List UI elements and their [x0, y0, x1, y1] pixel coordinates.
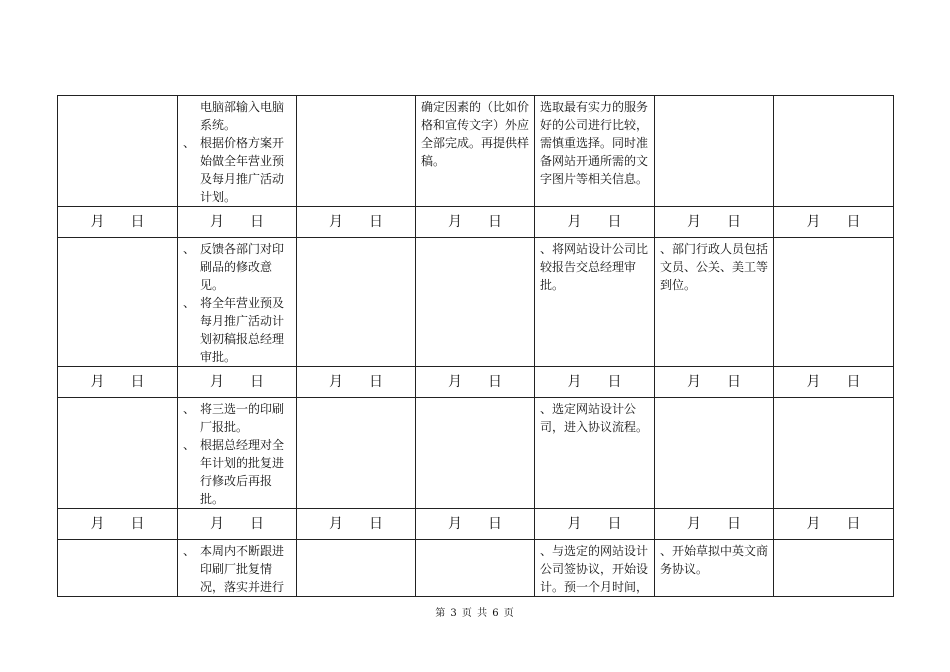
date-row: [58, 367, 894, 398]
date-cell: 月 日: [655, 207, 774, 238]
cell: [178, 398, 297, 509]
date-cell: 月 日: [178, 509, 297, 540]
bullet: 、: [183, 136, 196, 150]
task-item: 、 根据总经理对全 年计划的批复进 行修改后再报 批。: [183, 438, 285, 506]
page-number: 第 3 页 共 6 页: [435, 608, 515, 619]
date-row: [58, 509, 894, 540]
cell: [58, 398, 178, 509]
date-cell: 月 日: [416, 509, 535, 540]
cell: 、开始草拟中英文商 务协议。: [655, 540, 774, 597]
date-cell: 月 日: [655, 509, 774, 540]
cell: [178, 96, 297, 207]
date-cell: 月 日: [655, 367, 774, 398]
cell: [58, 96, 178, 207]
cell: [58, 540, 178, 597]
date-cell: 月 日: [58, 509, 178, 540]
task-item: 、 反馈各部门对印 刷品的修改意 见。: [183, 242, 285, 292]
date-cell: 月 日: [58, 207, 178, 238]
cell: [655, 96, 774, 207]
cell: 、部门行政人员包括 文员、公关、美工等 到位。: [655, 238, 774, 367]
week-row: [58, 398, 894, 509]
cell: [416, 540, 535, 597]
cell: [297, 398, 416, 509]
cell: 、选定网站设计公 司，进入协议流程。: [535, 398, 655, 509]
date-cell: 月 日: [535, 367, 655, 398]
week-row: [58, 540, 894, 597]
cell: [178, 540, 297, 597]
cell: 、将网站设计公司比 较报告交总经理审 批。: [535, 238, 655, 367]
date-cell: 月 日: [416, 367, 535, 398]
date-cell: 月 日: [416, 207, 535, 238]
date-row: [58, 207, 894, 238]
date-cell: 月 日: [178, 207, 297, 238]
date-cell: 月 日: [178, 367, 297, 398]
cell: [297, 540, 416, 597]
date-cell: 月 日: [58, 367, 178, 398]
task-item: 、 根据价格方案开 始做全年营业预 及每月推广活动 计划。: [183, 136, 285, 204]
cell: [297, 238, 416, 367]
date-cell: 月 日: [774, 367, 894, 398]
cell: 、与选定的网站设计 公司签协议，开始设 计。预一个月时间，: [535, 540, 655, 597]
cell: [178, 238, 297, 367]
date-cell: 月 日: [774, 509, 894, 540]
cell: [655, 398, 774, 509]
week-row: [58, 238, 894, 367]
cell: [774, 540, 894, 597]
task-item: 、 将全年营业预及 每月推广活动计 划初稿报总经理 审批。: [183, 296, 285, 364]
cell: [774, 238, 894, 367]
task-text: 电脑部输入电脑 系统。: [200, 100, 285, 132]
date-cell: 月 日: [774, 207, 894, 238]
date-cell: 月 日: [297, 509, 416, 540]
task-item: 、 本周内不断跟进 印刷厂批复情 况，落实并进行: [183, 544, 285, 594]
cell: 确定因素的（比如价 格和宣传文字）外应 全部完成。再提供样 稿。: [416, 96, 535, 207]
week-row: [58, 96, 894, 207]
cell: [416, 238, 535, 367]
schedule-table: [57, 95, 894, 597]
cell: [774, 398, 894, 509]
cell: [297, 96, 416, 207]
date-cell: 月 日: [535, 207, 655, 238]
cell: [774, 96, 894, 207]
cell: 选取最有实力的服务 好的公司进行比较， 需慎重选择。同时准 备网站开通所需的文 字图片等相关信息。: [535, 96, 655, 207]
cell: [58, 238, 178, 367]
date-cell: 月 日: [297, 367, 416, 398]
task-item: 、 将三选一的印刷 厂报批。: [183, 402, 285, 434]
cell: [416, 398, 535, 509]
date-cell: 月 日: [535, 509, 655, 540]
date-cell: 月 日: [297, 207, 416, 238]
